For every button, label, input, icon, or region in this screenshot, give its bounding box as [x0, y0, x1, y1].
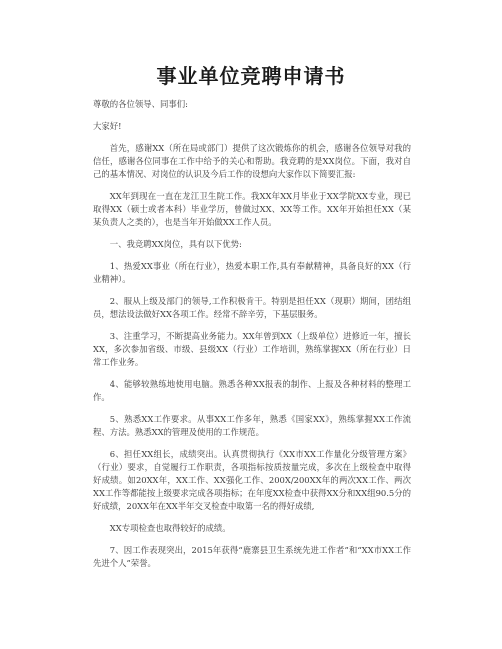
document-body: [93, 98, 411, 579]
body-paragraph: 4、能够较熟练地使用电脑。熟悉各种XX报表的制作、上报及各种材料的整理工作。: [93, 379, 411, 402]
body-paragraph: 首先，感谢XX（所在局或部门）提供了这次锻炼你的机会，感谢各位领导对我的信任，感谢各位同事在工作中给予的关心和帮助。我竞聘的是XX岗位。下面，我对自己的基本情况、对岗位的认识及今后工作的设想向大家作以下简要汇报:: [93, 143, 411, 179]
body-paragraph: 尊敬的各位领导、同事们:: [93, 99, 188, 109]
body-paragraph: XX年到现在一直在龙江卫生院工作。我XX年XX月毕业于XX学院XX专业，现已取得XX（硕士或者本科）毕业学历，曾做过XX、XX等工作。XX年开始担任XX（某某负责人之类的），也是当年开始做XX工作人员。: [93, 191, 411, 227]
body-paragraph: 6、担任XX组长，成绩突出。认真贯彻执行《XX市XX工作量化分级管理方案》（行业）要求，自觉履行工作职责，各项指标按质按量完成，多次在上级检查中取得好成绩。如20XX年，XX工作、XX强化工作、200X/200XX年的两次XX工作、两次XX工作等都能按上级要求完成各项指标；在年度XX检查中获得XX分和XX组90.5分的好成绩，20XX年在XX半年交叉检查中取第一名的得好成绩,: [93, 449, 411, 511]
document-title: 事业单位竞聘申请书: [156, 64, 346, 88]
body-paragraph: XX专项检查也取得较好的成绩。: [109, 523, 231, 533]
body-paragraph: 5、熟悉XX工作要求。从事XX工作多年，熟悉《国家XX》，熟练掌握XX工作流程、方法。熟悉XX的管理及使用的工作规范。: [93, 414, 411, 437]
body-paragraph: 2、服从上级及部门的领导,工作积极肯干。特别是担任XX（现职）期间，团结组员，想法设法做好XX各项工作。经常不辞辛劳，下基层服务。: [93, 296, 411, 319]
body-paragraph: 一、我竞聘XX岗位，具有以下优势:: [109, 239, 242, 249]
body-paragraph: 3、注重学习，不断提高业务能力。XX年曾到XX（上级单位）进修近一年，擅长XX，多次参加省级、市级、县级XX（行业）工作培训，熟练掌握XX（所在行业）日常工作业务。: [93, 331, 411, 367]
body-paragraph: 大家好!: [93, 121, 122, 131]
body-paragraph: 7、因工作表现突出，2015年获得“鹿寨县卫生系统先进工作者”和“XX市XX工作先进个人”荣誉。: [93, 545, 411, 568]
body-paragraph: 1、热爱XX事业（所在行业），热爱本职工作,具有奉献精神，具备良好的XX（行业精神）。: [93, 261, 411, 284]
